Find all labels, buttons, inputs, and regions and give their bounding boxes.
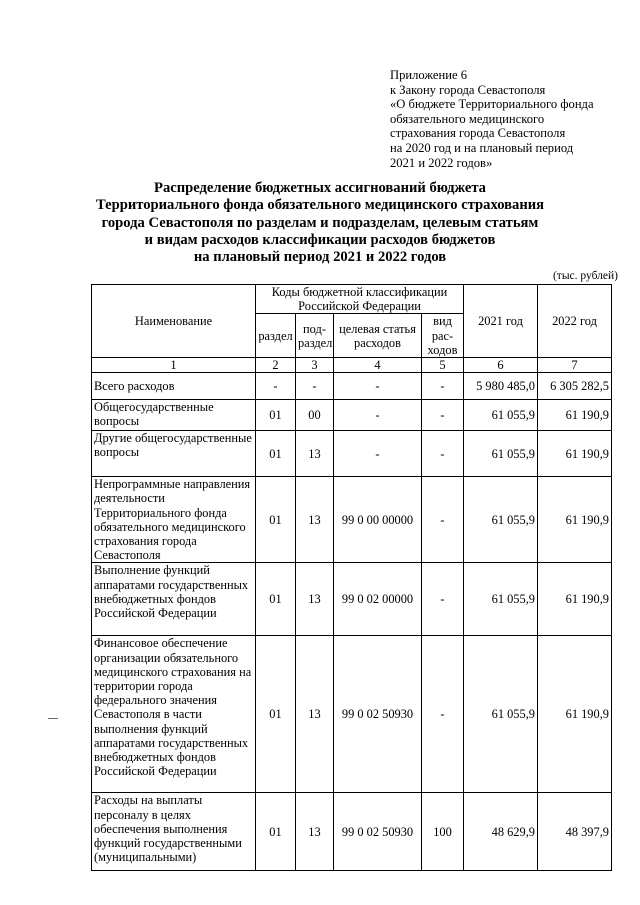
col-number: 3 — [296, 358, 334, 373]
table-row — [92, 373, 612, 400]
row-2021: 61 055,9 — [464, 431, 538, 477]
row-subsection: 13 — [296, 793, 334, 871]
row-subsection: 13 — [296, 636, 334, 793]
row-name: Общегосударственные вопросы — [92, 400, 256, 431]
scan-edge-mark — [48, 718, 58, 719]
row-2021: 61 055,9 — [464, 400, 538, 431]
row-expense-type: - — [422, 477, 464, 563]
row-name: Выполнение функций аппаратами государственных внебюджетных фондов Российской Федерации — [92, 563, 256, 636]
row-2022: 61 190,9 — [538, 477, 612, 563]
header-section: раздел — [256, 314, 296, 358]
appendix-block — [390, 68, 630, 170]
header-name: Наименование — [92, 285, 256, 358]
row-subsection: 13 — [296, 477, 334, 563]
row-target: 99 0 02 50930 — [334, 636, 422, 793]
col-number: 6 — [464, 358, 538, 373]
row-target: - — [334, 373, 422, 400]
table-row — [92, 400, 612, 431]
row-subsection: 00 — [296, 400, 334, 431]
row-expense-type: - — [422, 431, 464, 477]
row-2022: 61 190,9 — [538, 636, 612, 793]
table-row — [92, 563, 612, 636]
row-section: 01 — [256, 400, 296, 431]
row-name: Непрограммные направления деятельности Территориального фонда обязательного медицинского страхования города Севастополя — [92, 477, 256, 563]
budget-table — [91, 284, 612, 871]
table-row — [92, 431, 612, 477]
document-title — [92, 180, 548, 266]
row-expense-type: - — [422, 400, 464, 431]
table-row — [92, 477, 612, 563]
row-section: 01 — [256, 793, 296, 871]
row-expense-type: 100 — [422, 793, 464, 871]
appendix-line: страхования города Севастополя — [390, 126, 566, 141]
header-2021: 2021 год — [464, 285, 538, 358]
table-row — [92, 793, 612, 871]
table-row — [92, 636, 612, 793]
header-2022: 2022 год — [538, 285, 612, 358]
row-name: Финансовое обеспечение организации обязательного медицинского страхования на территории города федерального значения Севастополя в части выполнения функций аппаратами государственных внебюджетных фондов Российской Федерации — [92, 636, 256, 793]
col-number: 1 — [92, 358, 256, 373]
row-2022: 6 305 282,5 — [538, 373, 612, 400]
appendix-line: к Закону города Севастополя — [390, 82, 546, 97]
row-section: - — [256, 373, 296, 400]
row-expense-type: - — [422, 563, 464, 636]
row-target: - — [334, 400, 422, 431]
header-codes: Коды бюджетной классификации Российской Федерации — [256, 285, 464, 314]
title-line: и видам расходов классификации расходов бюджетов — [144, 231, 496, 248]
title-line: на плановый период 2021 и 2022 годов — [193, 249, 447, 266]
row-section: 01 — [256, 477, 296, 563]
row-2022: 61 190,9 — [538, 431, 612, 477]
row-2021: 61 055,9 — [464, 563, 538, 636]
row-2021: 48 629,9 — [464, 793, 538, 871]
appendix-line: на 2020 год и на плановый период — [390, 140, 574, 155]
header-subsection: под-раздел — [296, 314, 334, 358]
row-2021: 5 980 485,0 — [464, 373, 538, 400]
row-expense-type: - — [422, 636, 464, 793]
row-name: Расходы на выплаты персоналу в целях обеспечения выполнения функций государственными (муниципальными) — [92, 793, 256, 871]
row-section: 01 — [256, 636, 296, 793]
row-section: 01 — [256, 563, 296, 636]
appendix-line: «О бюджете Территориального фонда — [390, 97, 594, 112]
row-subsection: 13 — [296, 431, 334, 477]
row-target: 99 0 02 00000 — [334, 563, 422, 636]
row-target: 99 0 02 50930 — [334, 793, 422, 871]
appendix-line: обязательного медицинского — [390, 111, 545, 126]
row-target: 99 0 00 00000 — [334, 477, 422, 563]
col-number: 2 — [256, 358, 296, 373]
appendix-line: 2021 и 2022 годов» — [390, 155, 493, 170]
title-line: города Севастополя по разделам и подразделам, целевым статьям — [101, 214, 539, 231]
row-subsection: - — [296, 373, 334, 400]
header-target: целевая статья расходов — [334, 314, 422, 358]
row-target: - — [334, 431, 422, 477]
row-2021: 61 055,9 — [464, 636, 538, 793]
row-name: Всего расходов — [92, 373, 256, 400]
appendix-line: Приложение 6 — [390, 68, 468, 82]
header-expense-type: вид рас-ходов — [422, 314, 464, 358]
row-subsection: 13 — [296, 563, 334, 636]
title-line: Распределение бюджетных ассигнований бюджета — [154, 180, 486, 196]
row-expense-type: - — [422, 373, 464, 400]
row-name: Другие общегосударственные вопросы — [92, 431, 256, 477]
units-label: (тыс. рублей) — [552, 270, 618, 282]
row-2022: 61 190,9 — [538, 563, 612, 636]
row-2022: 61 190,9 — [538, 400, 612, 431]
row-2022: 48 397,9 — [538, 793, 612, 871]
col-number: 5 — [422, 358, 464, 373]
col-number: 4 — [334, 358, 422, 373]
row-section: 01 — [256, 431, 296, 477]
col-number: 7 — [538, 358, 612, 373]
title-line: Территориального фонда обязательного медицинского страхования — [95, 197, 545, 214]
row-2021: 61 055,9 — [464, 477, 538, 563]
